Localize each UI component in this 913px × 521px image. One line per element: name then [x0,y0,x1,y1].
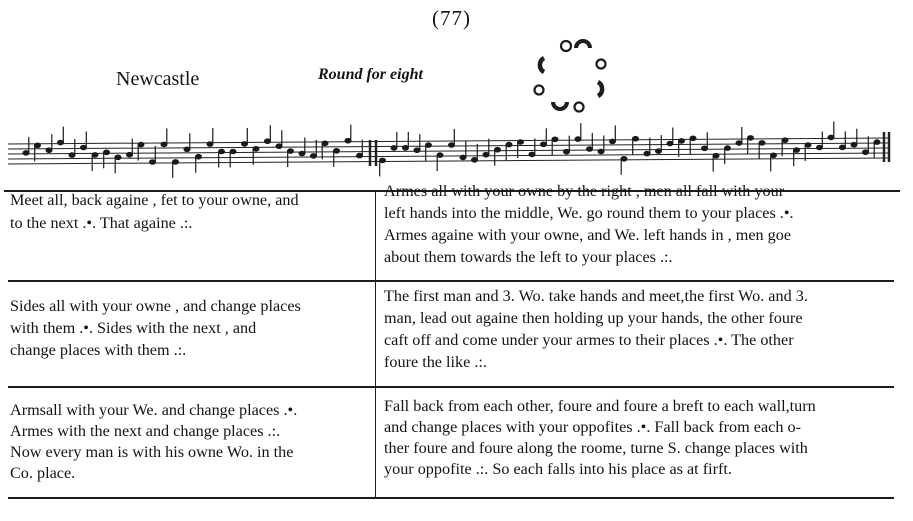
note-head [575,137,581,142]
dancer-woman-icon [535,86,544,95]
note-head [828,135,834,140]
note-head [621,157,627,162]
note-head [242,142,248,147]
note-head [759,141,765,146]
note-head [46,148,52,153]
step-3-right-line-4: your oppofite .:. So each falls into his place as at firft. [384,460,732,478]
note-head [23,151,29,156]
note-head [748,136,754,141]
note-head [506,142,512,147]
step-2-left-line-3: change places with them .:. [10,341,187,359]
note-head [564,149,570,154]
note-head [345,138,351,143]
note-head [840,145,846,150]
note-head [161,142,167,147]
note-head [207,142,213,147]
note-head [173,160,179,165]
note-head [115,155,121,160]
note-head [713,153,719,158]
note-head [702,146,708,151]
note-head [782,138,788,143]
note-head [253,147,259,152]
note-head [656,149,662,154]
step-1-right-line-3: Armes againe with your owne, and We. left hands in , men goe [384,226,792,244]
music-staff [8,118,898,190]
note-head [92,153,98,158]
step-1-right-line-2: left hands into the middle, We. go round them to your places .•. [384,204,794,222]
note-head [863,150,869,155]
note-head [495,147,501,152]
note-head [81,145,87,150]
dancer-woman-icon [575,103,584,112]
note-head [771,153,777,158]
note-head [518,140,524,145]
note-head [380,158,386,163]
note-head [414,148,420,153]
step-1-right-line-4: about them towards the left to your places .:. [384,248,673,266]
note-head [679,139,685,144]
note-head [529,152,535,157]
column-divider [375,192,376,497]
note-head [196,154,202,159]
note-head [437,153,443,158]
step-1-left-line-1: Meet all, back againe , fet to your owne, and [10,191,299,209]
note-head [184,147,190,152]
rule-section-1 [8,280,894,282]
step-3-left-line-3: Now every man is with his owne Wo. in the [10,443,294,461]
note-head [276,144,282,149]
dance-form: Round for eight [318,66,423,83]
note-head [265,139,271,144]
music-notes [23,121,880,177]
rule-bottom [8,497,894,499]
step-3-right-line-2: and change places with your oppofites .•. Fall back from each o- [384,418,801,436]
note-head [633,136,639,141]
note-head [851,142,857,147]
note-head [552,137,558,142]
note-head [449,143,455,148]
note-head [426,143,432,148]
note-head [805,143,811,148]
note-head [598,149,604,154]
note-head [874,140,880,145]
note-head [150,160,156,165]
step-3-right-line-3: ther foure and foure along the roome, turne S. change places with [384,439,808,457]
step-2-right-line-1: The first man and 3. Wo. take hands and meet,the first Wo. and 3. [384,287,808,305]
note-head [483,152,489,157]
note-head [403,146,409,151]
note-head [219,149,225,154]
dancer-man-icon [576,41,590,48]
dancer-man-icon [540,58,544,72]
note-head [817,145,823,150]
step-2-left-line-1: Sides all with your owne , and change places [10,297,301,315]
dancer-man-icon [598,82,602,96]
note-head [35,143,41,148]
step-2-right-line-4: foure the like .:. [384,353,487,371]
dancer-woman-icon [561,41,571,51]
step-3-left-line-4: Co. place. [10,464,76,482]
rule-section-2 [8,386,894,388]
note-head [230,149,236,154]
note-head [322,141,328,146]
note-head [69,153,75,158]
note-head [311,154,317,159]
step-2-right-line-3: caft off and come under your armes to their places .•. The other [384,331,794,349]
note-head [472,158,478,163]
note-head [610,139,616,144]
step-1-right-line-1: Armes all with your owne by the right , men all fall with your [384,182,785,200]
dancer-man-icon [553,102,567,109]
note-head [58,140,64,145]
dancer-woman-icon [597,60,606,69]
formation-diagram [528,34,614,116]
tune-title: Newcastle [116,68,200,90]
note-head [736,141,742,146]
note-head [104,150,110,155]
note-head [138,142,144,147]
note-head [299,151,305,156]
step-3-left-line-2: Armes with the next and change places .:. [10,422,281,440]
note-head [334,149,340,154]
step-2-left-line-2: with them .•. Sides with the next , and [10,319,257,337]
step-3-right-line-1: Fall back from each other, foure and foure a breft to each wall,turn [384,397,816,415]
note-head [667,141,673,146]
note-head [127,152,133,157]
note-head [460,155,466,160]
note-head [725,146,731,151]
note-head [690,136,696,141]
step-3-left-line-1: Armsall with your We. and change places .•. [10,401,298,419]
step-2-right-line-2: man, lead out againe then holding up your hands, the other foure [384,309,803,327]
step-1-left-line-2: to the next .•. That againe .:. [10,214,193,232]
note-head [541,142,547,147]
note-head [794,148,800,153]
note-head [587,147,593,152]
page-number: (77) [432,6,471,30]
note-head [357,153,363,158]
note-head [644,151,650,156]
note-head [391,146,397,151]
note-head [288,149,294,154]
